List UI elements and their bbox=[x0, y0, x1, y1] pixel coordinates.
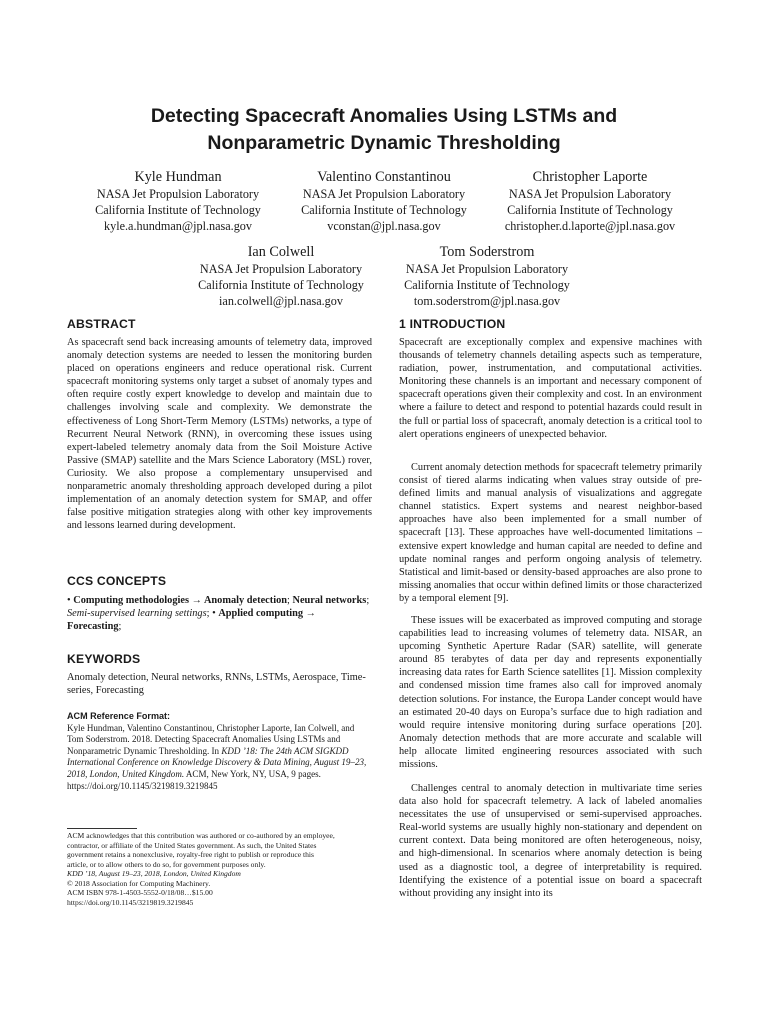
author-name: Tom Soderstrom bbox=[439, 244, 535, 260]
ccs-bullet: • bbox=[212, 608, 219, 620]
ccs-separator: ; bbox=[287, 595, 293, 606]
author-email: vconstan@jpl.nasa.gov bbox=[327, 219, 441, 233]
author-affiliation: California Institute of Technology bbox=[404, 278, 570, 292]
keywords-heading: KEYWORDS bbox=[67, 652, 141, 666]
acm-reference-text: ACM, New York, NY, USA, 9 pages. https://doi.org/10.1145/3219819.3219845 bbox=[67, 768, 321, 791]
introduction-paragraph: Challenges central to anomaly detection in multivariate time series data also hold for spacecraft telemetry. A lack of labeled anomalies necessitates the use of unsupervised or semi-supervised approaches. Real-world systems are usually highly non-stationary and dependent on current context. Data being monitored are often heterogeneous, noisy, and high-dimensional. In scenarios where anomaly detection is being used as a diagnostic tool, a degree of interpretability is required. Identifying the existence of a potential issue on board a spacecraft without providing any insight into its bbox=[399, 783, 702, 899]
author-affiliation: NASA Jet Propulsion Laboratory bbox=[405, 262, 569, 276]
author-name: Ian Colwell bbox=[247, 244, 315, 260]
author-name: Valentino Constantinou bbox=[317, 169, 451, 185]
author-affiliation: California Institute of Technology bbox=[301, 203, 467, 217]
author-email: kyle.a.hundman@jpl.nasa.gov bbox=[104, 219, 252, 233]
author-name: Kyle Hundman bbox=[134, 169, 222, 185]
acm-reference-label: ACM Reference Format: bbox=[67, 711, 171, 721]
author-affiliation: California Institute of Technology bbox=[507, 203, 673, 217]
ccs-concept: Semi-supervised learning settings bbox=[67, 608, 207, 620]
author-block bbox=[78, 168, 278, 234]
author-affiliation: NASA Jet Propulsion Laboratory bbox=[302, 187, 466, 201]
ccs-concepts-heading: CCS CONCEPTS bbox=[67, 574, 167, 588]
author-block bbox=[387, 243, 587, 309]
author-email: christopher.d.laporte@jpl.nasa.gov bbox=[504, 219, 676, 233]
footnote-line: © 2018 Association for Computing Machinery. bbox=[67, 878, 211, 888]
abstract-heading: ABSTRACT bbox=[67, 317, 136, 331]
title-line: Nonparametric Dynamic Thresholding bbox=[207, 132, 561, 154]
author-affiliation: California Institute of Technology bbox=[95, 203, 261, 217]
ccs-concepts-text bbox=[67, 594, 372, 633]
footnote-line: article, or to allow others to do so, for government purposes only. bbox=[67, 859, 266, 869]
introduction-heading: 1 INTRODUCTION bbox=[399, 317, 506, 331]
acm-reference bbox=[67, 711, 372, 792]
author-affiliation: NASA Jet Propulsion Laboratory bbox=[508, 187, 672, 201]
footnote-line: government retains a nonexclusive, royalty-free right to publish or reproduce this bbox=[67, 850, 314, 859]
introduction-paragraph: Spacecraft are exceptionally complex and expensive machines with thousands of telemetry channels detailing aspects such as temperature, radiation, power, instrumentation, and computational activities. Monitoring these channels is an important and necessary component of spacecraft operations given their complexity and cost. In an environment where a failure to detect and respond to potential hazards could result in the full or partial loss of spacecraft, anomaly detection is a critical tool to alert operations engineers of unexpected behavior. bbox=[399, 337, 702, 440]
paper-title bbox=[40, 103, 728, 157]
introduction-paragraph: These issues will be exacerbated as improved computing and storage capabilities lead to increasing volumes of telemetry data. NISAR, an upcoming Synthetic Aperture Radar (SAR) satellite, will generate around 85 terabytes of data per day and represents exponentially increasing data rates for Earth Science satellites [1]. Mission complexity and condensed mission time frames also call for improved anomaly detection solutions. For instance, the Europa Lander concept would have an estimated 20-40 days on Europa’s surface due to high radiation and would require intensive monitoring during surface operations [20]. Anomaly detection methods that are more accurate and scalable will help allocate limited engineering resources associated with such missions. bbox=[399, 615, 702, 771]
footnote-rule bbox=[67, 828, 137, 829]
ccs-separator: ; bbox=[366, 595, 370, 606]
keywords-text: Anomaly detection, Neural networks, RNNs, LSTMs, Aerospace, Time-series, Forecasting bbox=[67, 672, 366, 697]
author-block bbox=[181, 243, 381, 309]
ccs-concept: Neural networks bbox=[292, 595, 367, 606]
footnote bbox=[67, 831, 372, 907]
ccs-separator: ; bbox=[206, 608, 213, 620]
abstract-text: As spacecraft send back increasing amounts of telemetry data, improved anomaly detection systems are needed to lessen the monitoring burden placed on operations engineers and reduce operational risk. Current spacecraft monitoring systems only target a subset of anomaly types and often require costly expert knowledge to develop and maintain due to challenges involving scale and complexity. We demonstrate the effectiveness of Long Short-Term Memory (LSTMs) networks, a type of Recurrent Neural Network (RNN), in overcoming these issues using expert-labeled telemetry anomaly data from the Soil Moisture Active Passive (SMAP) satellite and the Mars Science Laboratory (MSL) rover, Curiosity. We also propose a complementary unsupervised and nonparametric anomaly thresholding approach developed during a pilot implementation of an anomaly detection system for SMAP, and offer false positive mitigation strategies along with other key improvements and lessons learned during development. bbox=[67, 337, 372, 532]
author-email: ian.colwell@jpl.nasa.gov bbox=[219, 294, 343, 308]
acm-reference-venue: KDD ’18: The 24th ACM SIGKDD International Conference on Knowledge Discovery & Data Mining, August 19–23, 2018, London, United Kingdom. bbox=[67, 745, 367, 779]
author-name: Christopher Laporte bbox=[532, 169, 648, 185]
footnote-venue: KDD ’18, August 19–23, 2018, London, United Kingdom bbox=[67, 869, 241, 878]
ccs-bullet: • bbox=[67, 595, 74, 606]
author-affiliation: California Institute of Technology bbox=[198, 278, 364, 292]
acm-reference-text: Kyle Hundman, Valentino Constantinou, Christopher Laporte, Ian Colwell, and Tom Soderstrom. 2018. Detecting Spacecraft Anomalies Using LSTMs and Nonparametric Dynamic Thresholding. In bbox=[67, 722, 355, 756]
author-block bbox=[284, 168, 484, 234]
author-affiliation: NASA Jet Propulsion Laboratory bbox=[199, 262, 363, 276]
title-line: Detecting Spacecraft Anomalies Using LSTMs and bbox=[150, 105, 618, 127]
ccs-concept: Computing methodologies → Anomaly detection bbox=[73, 595, 287, 606]
footnote-line: ACM acknowledges that this contribution was authored or co-authored by an employee, bbox=[67, 831, 335, 840]
author-affiliation: NASA Jet Propulsion Laboratory bbox=[96, 187, 260, 201]
footnote-line: ACM ISBN 978-1-4503-5552-0/18/08…$15.00 bbox=[67, 888, 213, 897]
introduction-paragraph: Current anomaly detection methods for spacecraft telemetry primarily consist of tiered alarms indicating when values stray outside of pre-defined limits and manual analysis of visualizations and aggregate channel statistics. Expert systems and nearest neighbor-based approaches have also been implemented for a small number of spacecraft [13]. These approaches have well-documented limitations – extensive expert knowledge and human capital are needed to define and update nominal ranges and perform ongoing analysis of telemetry. Statistical and limit-based or density-based approaches are also prone to missing anomalies that occur within defined limits or those characterized by a temporal element [9]. bbox=[399, 462, 702, 604]
author-block bbox=[490, 168, 690, 234]
ccs-concept: Applied computing → Forecasting bbox=[67, 608, 317, 633]
author-email: tom.soderstrom@jpl.nasa.gov bbox=[413, 294, 561, 308]
footnote-line: contractor, or affiliate of the United States government. As such, the United States bbox=[67, 840, 317, 850]
ccs-end: ; bbox=[118, 621, 122, 633]
footnote-line: https://doi.org/10.1145/3219819.3219845 bbox=[67, 897, 194, 907]
